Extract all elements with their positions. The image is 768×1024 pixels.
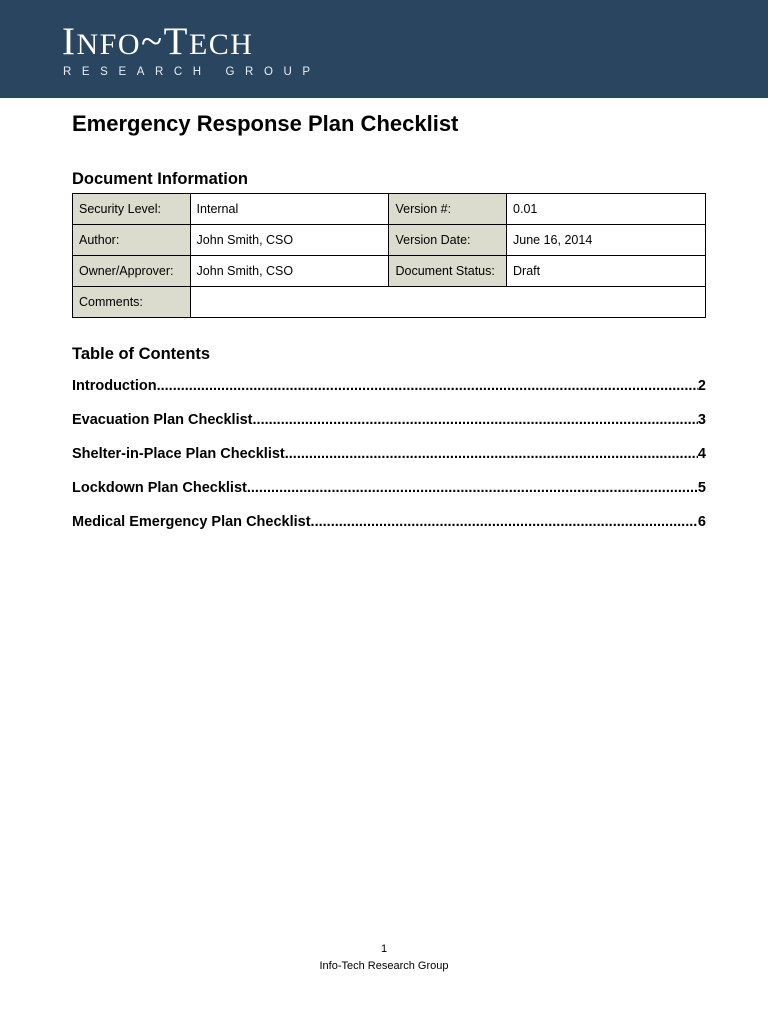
toc-dot-leader	[253, 412, 698, 428]
security-level-value: Internal	[190, 194, 389, 225]
document-information-table	[72, 193, 706, 318]
author-label: Author:	[73, 225, 191, 256]
toc-entry-lockdown-plan[interactable]	[72, 480, 706, 514]
toc-entry-page[interactable]: 5	[697, 480, 706, 496]
toc-entry-evacuation-plan[interactable]	[72, 412, 706, 446]
toc-entry-title[interactable]: Introduction	[72, 378, 157, 394]
version-date-value: June 16, 2014	[507, 225, 706, 256]
toc-dot-leader	[247, 480, 698, 496]
comments-label: Comments:	[73, 287, 191, 318]
toc-entry-page[interactable]: 6	[697, 514, 706, 530]
table-row	[73, 287, 706, 318]
logo-wordmark: INFO~TECH	[62, 20, 254, 63]
document-information-heading: Document Information	[72, 170, 248, 188]
table-of-contents	[72, 378, 706, 548]
document-status-label: Document Status:	[389, 256, 507, 287]
page-footer	[0, 941, 768, 975]
company-logo	[62, 22, 321, 78]
table-row	[73, 225, 706, 256]
owner-approver-value: John Smith, CSO	[190, 256, 389, 287]
toc-entry-introduction[interactable]	[72, 378, 706, 412]
version-number-label: Version #:	[389, 194, 507, 225]
document-status-value: Draft	[507, 256, 706, 287]
document-title: Emergency Response Plan Checklist	[72, 111, 459, 136]
toc-entry-page[interactable]: 2	[697, 378, 706, 394]
version-date-label: Version Date:	[389, 225, 507, 256]
comments-value	[190, 287, 705, 318]
toc-dot-leader	[157, 378, 698, 394]
author-value: John Smith, CSO	[190, 225, 389, 256]
logo-tagline: RESEARCH GROUP	[63, 66, 321, 78]
owner-approver-label: Owner/Approver:	[73, 256, 191, 287]
toc-dot-leader	[285, 446, 698, 462]
footer-company-name: Info-Tech Research Group	[319, 960, 449, 972]
table-row	[73, 256, 706, 287]
toc-entry-medical-emergency-plan[interactable]	[72, 514, 706, 548]
toc-entry-title[interactable]: Lockdown Plan Checklist	[72, 480, 247, 496]
toc-dot-leader	[311, 514, 698, 530]
table-row	[73, 194, 706, 225]
header-banner	[0, 0, 768, 98]
page-number: 1	[380, 943, 388, 955]
security-level-label: Security Level:	[73, 194, 191, 225]
toc-entry-title[interactable]: Evacuation Plan Checklist	[72, 412, 253, 428]
table-of-contents-heading: Table of Contents	[72, 345, 211, 363]
toc-entry-title[interactable]: Shelter-in-Place Plan Checklist	[72, 446, 285, 462]
toc-entry-page[interactable]: 4	[697, 446, 706, 462]
version-number-value: 0.01	[507, 194, 706, 225]
toc-entry-page[interactable]: 3	[697, 412, 706, 428]
toc-entry-title[interactable]: Medical Emergency Plan Checklist	[72, 514, 311, 530]
toc-entry-shelter-in-place-plan[interactable]	[72, 446, 706, 480]
